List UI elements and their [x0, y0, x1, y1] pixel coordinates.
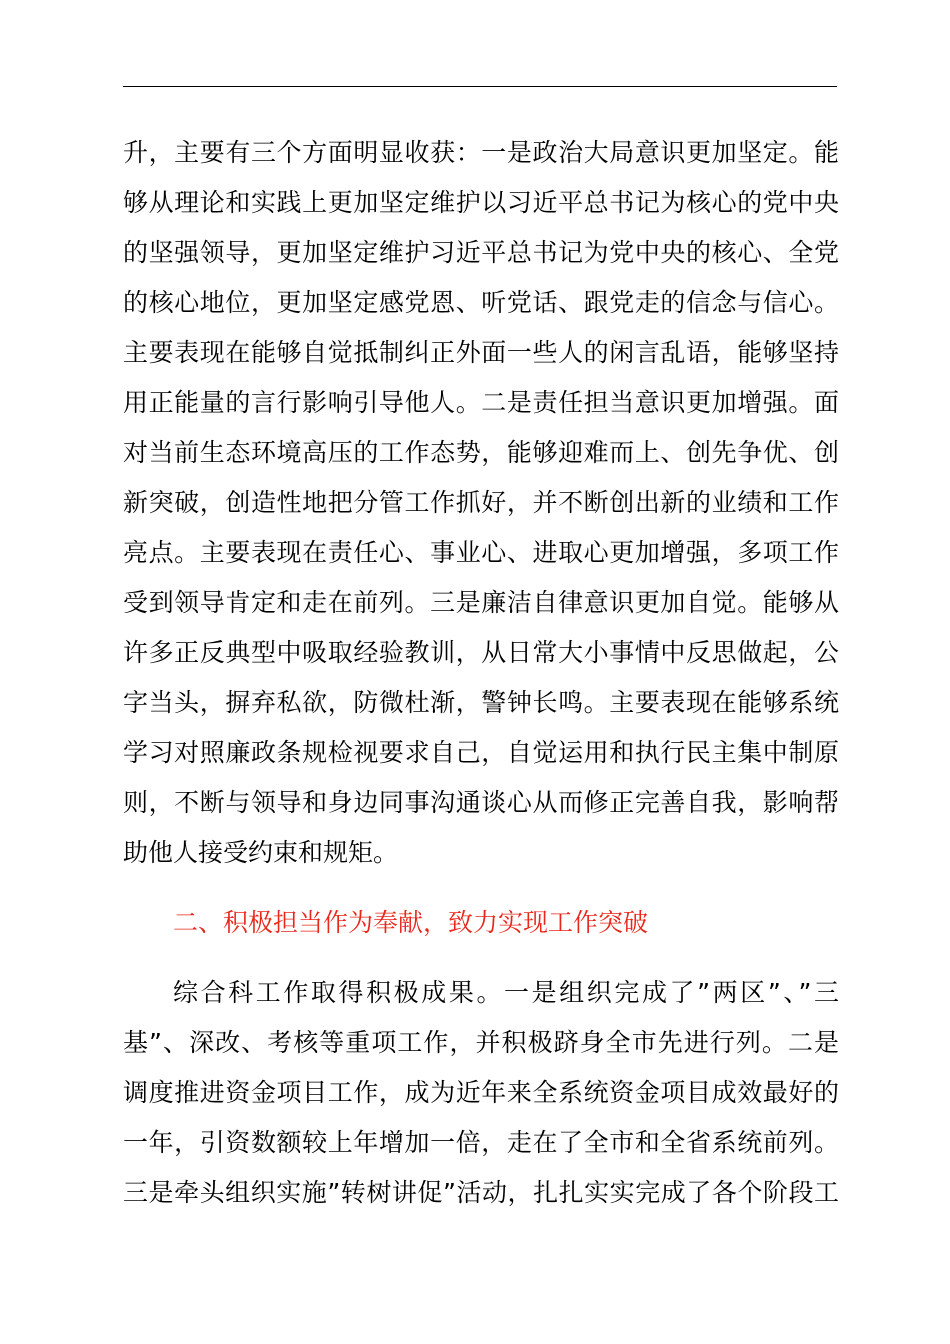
paragraph-line: 主要表现在能够自觉抵制纠正外面一些人的闲言乱语，能够坚持	[123, 338, 839, 367]
paragraph-line: 对当前生态环境高压的工作态势，能够迎难而上、创先争优、创	[123, 438, 839, 467]
document-body	[123, 128, 839, 1218]
paragraph-achievements	[123, 128, 839, 878]
paragraph-line: 新突破，创造性地把分管工作抓好，并不断创出新的业绩和工作	[123, 488, 839, 517]
paragraph-work-results	[123, 968, 839, 1218]
header-rule	[123, 86, 837, 87]
paragraph-line: 用正能量的言行影响引导他人。二是责任担当意识更加增强。面	[123, 388, 839, 417]
paragraph-line: 受到领导肯定和走在前列。三是廉洁自律意识更加自觉。能够从	[123, 588, 839, 617]
paragraph-line: 字当头，摒弃私欲，防微杜渐，警钟长鸣。主要表现在能够系统	[123, 688, 839, 717]
section-heading: 二、积极担当作为奉献，致力实现工作突破	[173, 908, 649, 937]
paragraph-line: 综合科工作取得积极成果。一是组织完成了”两区”、”三	[173, 978, 839, 1007]
paragraph-line: 则，不断与领导和身边同事沟通谈心从而修正完善自我，影响帮	[123, 788, 839, 817]
paragraph-line: 许多正反典型中吸取经验教训，从日常大小事情中反思做起，公	[123, 638, 839, 667]
paragraph-line: 的核心地位，更加坚定感党恩、听党话、跟党走的信念与信心。	[123, 288, 839, 317]
paragraph-line: 的坚强领导，更加坚定维护习近平总书记为党中央的核心、全党	[123, 238, 839, 267]
paragraph-line: 学习对照廉政条规检视要求自己，自觉运用和执行民主集中制原	[123, 738, 839, 767]
paragraph-line: 基”、深改、考核等重项工作，并积极跻身全市先进行列。二是	[123, 1028, 839, 1057]
paragraph-line: 三是牵头组织实施”转树讲促”活动，扎扎实实完成了各个阶段工	[123, 1178, 839, 1207]
paragraph-line: 助他人接受约束和规矩。	[123, 838, 399, 867]
paragraph-line: 亮点。主要表现在责任心、事业心、进取心更加增强，多项工作	[123, 538, 839, 567]
paragraph-line: 够从理论和实践上更加坚定维护以习近平总书记为核心的党中央	[123, 188, 839, 217]
paragraph-line: 升，主要有三个方面明显收获：一是政治大局意识更加坚定。能	[123, 138, 839, 167]
paragraph-line: 调度推进资金项目工作，成为近年来全系统资金项目成效最好的	[123, 1078, 839, 1107]
paragraph-line: 一年，引资数额较上年增加一倍，走在了全市和全省系统前列。	[123, 1128, 839, 1157]
